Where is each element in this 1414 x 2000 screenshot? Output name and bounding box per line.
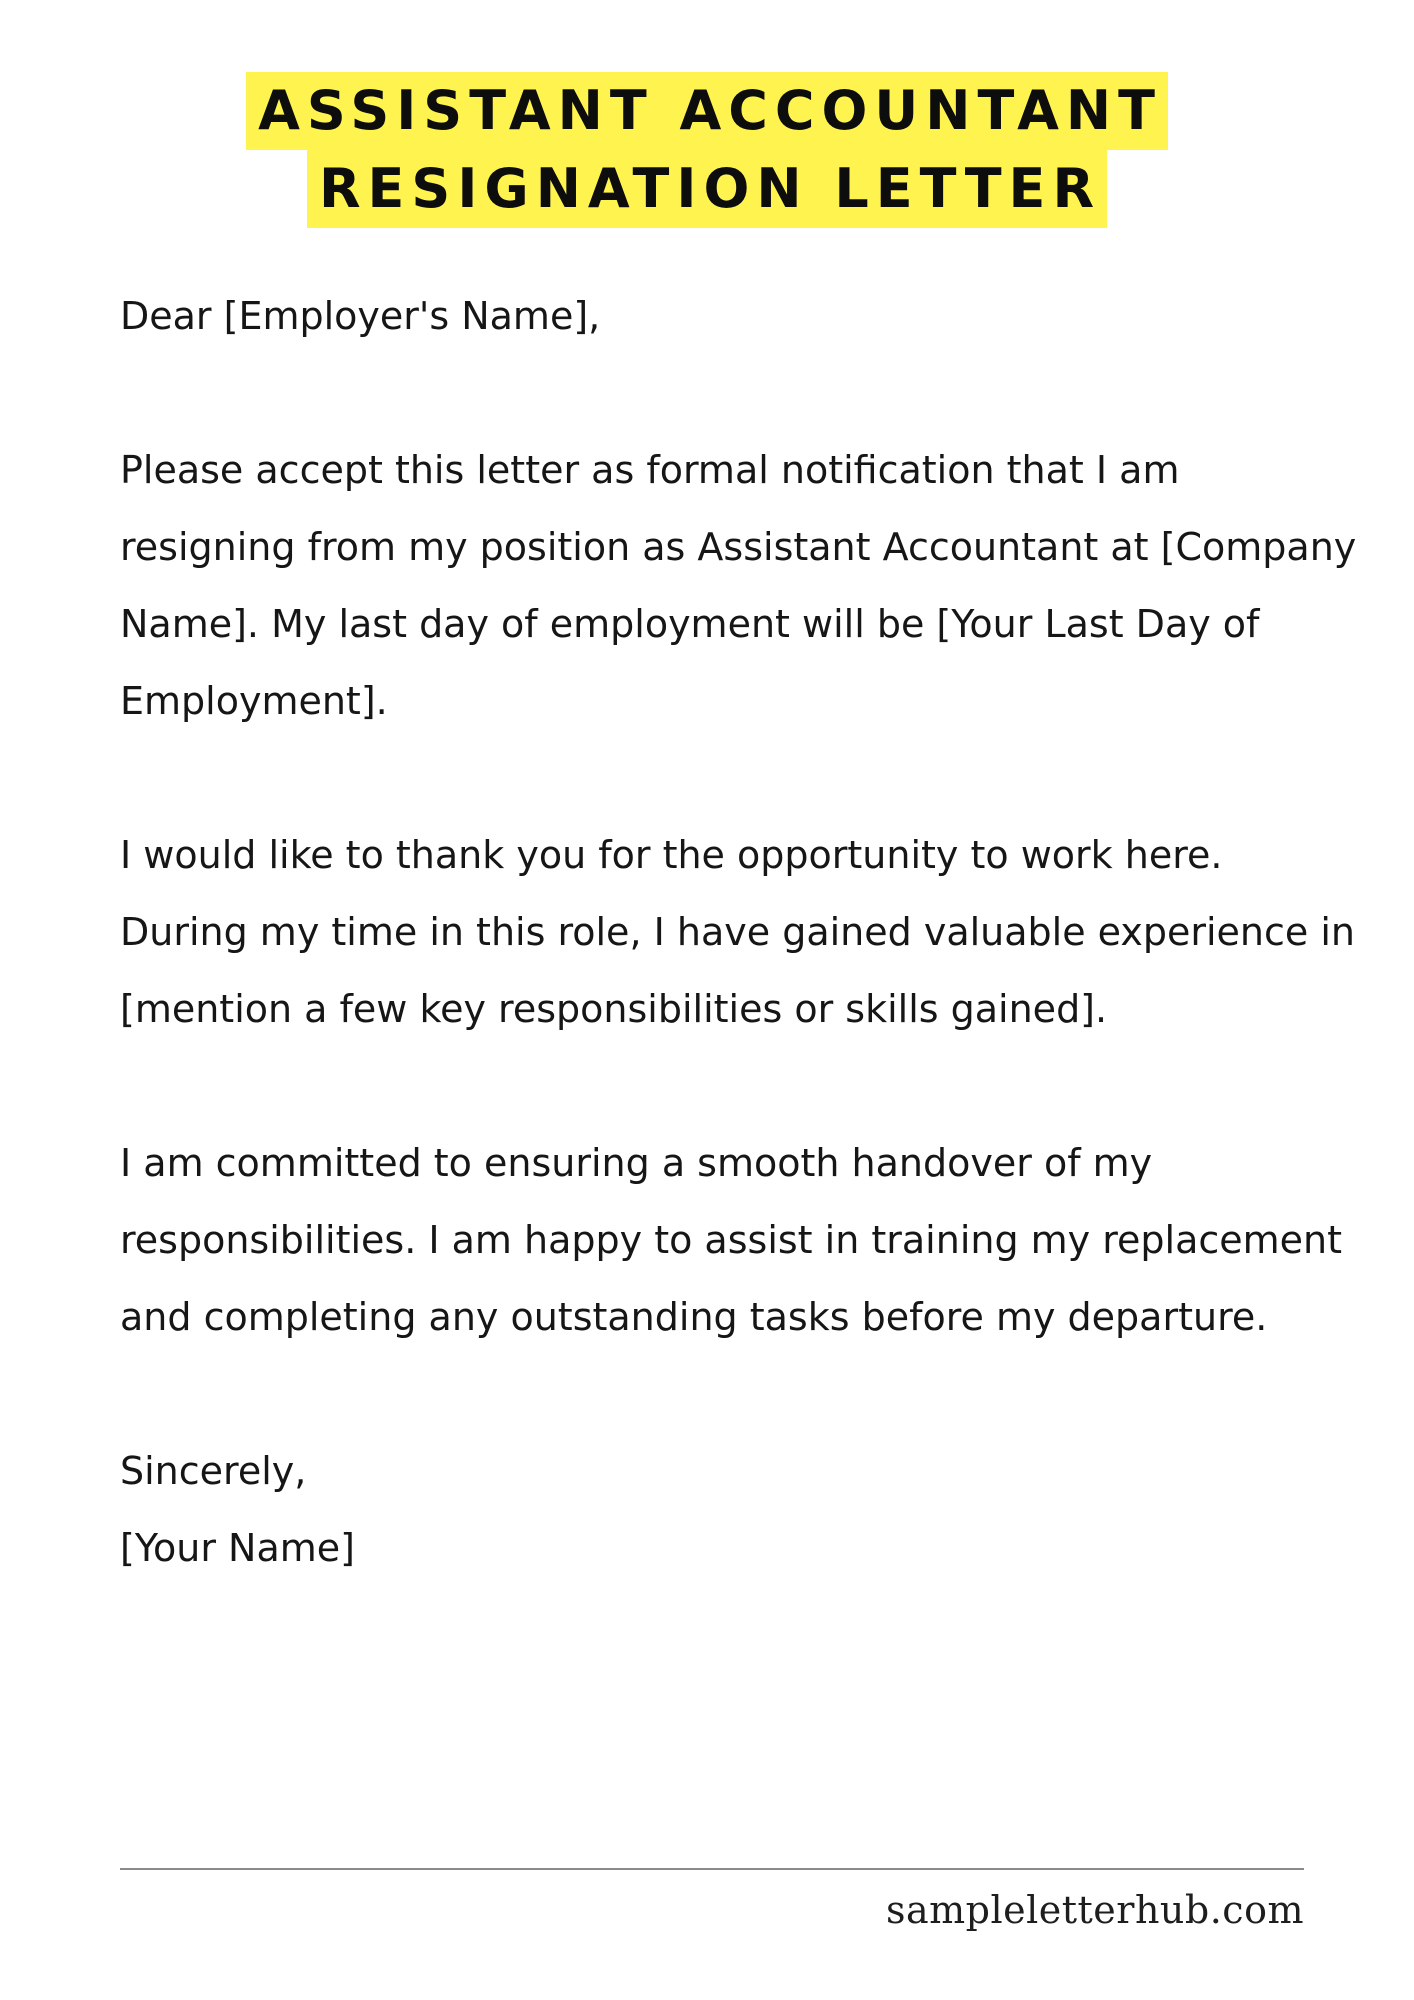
title-line-2: RESIGNATION LETTER <box>307 150 1107 228</box>
closing: Sincerely, <box>120 1449 307 1493</box>
paragraph-thanks: I would like to thank you for the opportunity to work here. During my time in this role, I have gained valuable experience in [mention a few key responsibilities or skills gained]. <box>120 833 1355 1031</box>
footer-site-link[interactable]: sampleletterhub.com <box>885 1888 1304 1932</box>
signature-name: [Your Name] <box>120 1526 355 1570</box>
paragraph-notification: Please accept this letter as formal notification that I am resigning from my position as Assistant Accountant at [Company Name]. My last day of employment will be [Your Last Day of Employment]. <box>120 448 1357 723</box>
letter-title <box>0 72 1414 228</box>
title-line-1: ASSISTANT ACCOUNTANT <box>246 72 1168 150</box>
footer-divider <box>120 1868 1304 1870</box>
paragraph-handover: I am committed to ensuring a smooth handover of my responsibilities. I am happy to assist in training my replacement and completing any outstanding tasks before my departure. <box>120 1141 1343 1339</box>
letter-body <box>120 278 1360 1587</box>
greeting: Dear [Employer's Name], <box>120 294 601 338</box>
